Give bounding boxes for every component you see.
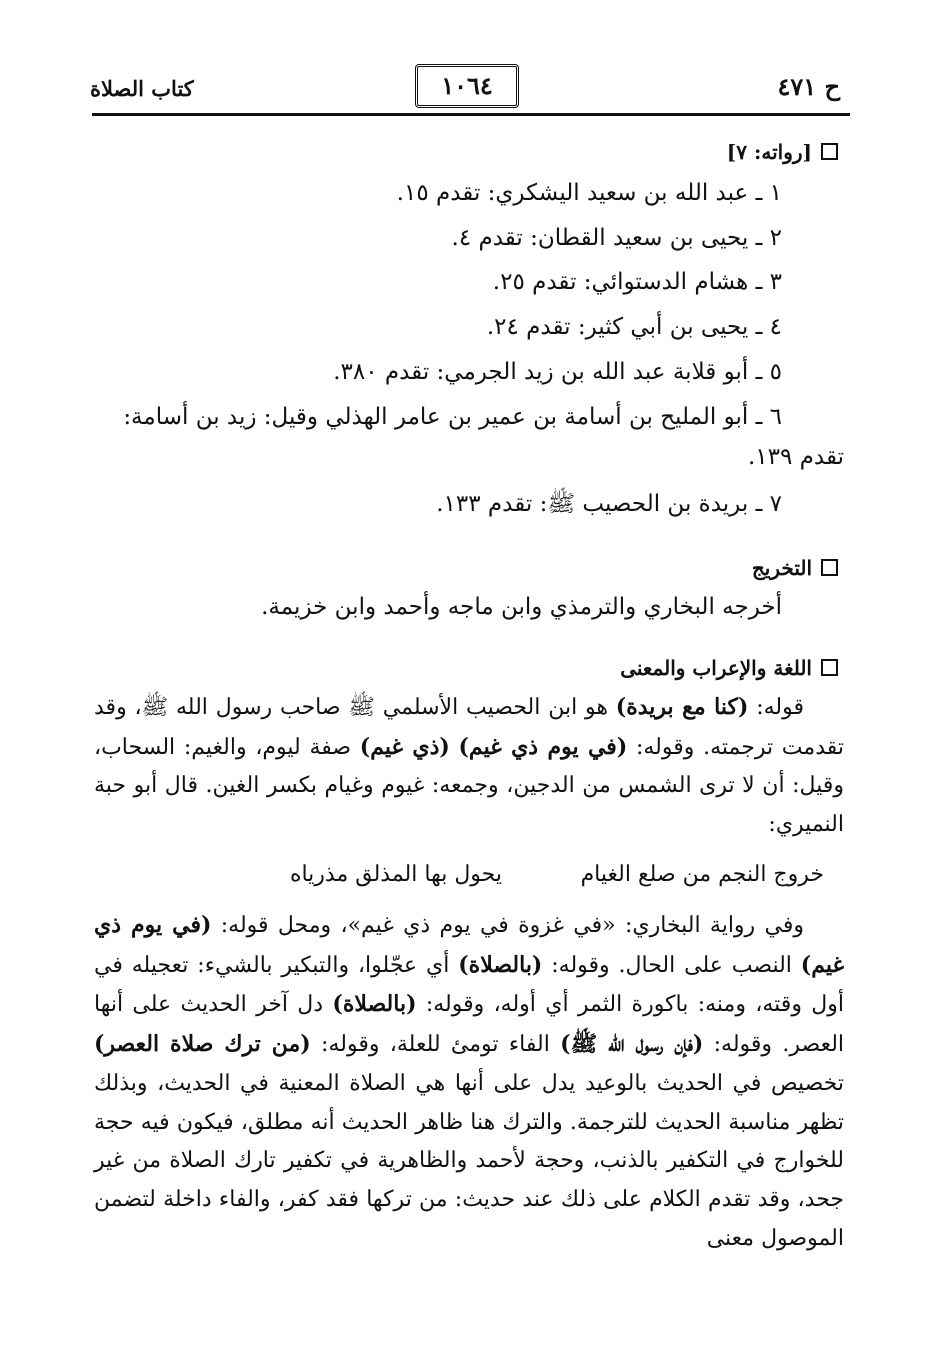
header-divider [92,113,850,116]
square-bullet-icon [821,143,838,160]
narrators-heading: [رواته: ٧] [727,140,838,164]
takhrij-heading: التخريج [752,556,838,580]
square-bullet-icon [821,559,838,576]
commentary-paragraph-1: قوله: (كنا مع بريدة) هو ابن الحصيب الأسلمي ﷺ صاحب رسول الله ﷺ، وقد تقدمت ترجمته. وقوله: (في يوم ذي غيم) (ذي غيم) صفة ليوم، والغيم: السحاب، وقيل: أن لا ترى الشمس من الدجين، وجمعه: غيوم وغيام بكسر الغين. قال أبو حبة النميري: [94,694,844,838]
running-header [80,64,850,112]
takhrij-text: أخرجه البخاري والترمذي وابن ماجه وأحمد وابن خزيمة. [261,594,782,620]
language-heading: اللغة والإعراب والمعنى [620,656,838,680]
square-bullet-icon [821,659,838,676]
narrator-item: ٣ ـ هشام الدستوائي: تقدم ٢٥. [492,269,782,295]
book-title: كتاب الصلاة [90,76,194,101]
hadith-number: ح ٤٧١ [777,72,840,101]
commentary-paragraph-2: وفي رواية البخاري: «في غزوة في يوم ذي غيم»، ومحل قوله: (في يوم ذي غيم) النصب على الحال. وقوله: (بالصلاة) أي عجّلوا، والتبكير بالشيء: تعجيله في أول وقته، ومنه: باكورة الثمر أي أوله، وقوله: (بالصلاة) دل آخر الحديث على أنها العصر. وقوله: (فإن رسول الله ﷺ) الفاء تومئ للعلة، وقوله: (من ترك صلاة العصر) تخصيص في الحديث بالوعيد يدل على أنها هي الصلاة المعنية في الحديث، وبذلك تظهر مناسبة الحديث للترجمة. والترك هنا ظاهر الحديث أنه مطلق، فيكون فيه حجة للخوارج في التكفير بالذنب، وحجة لأحمد والظاهرية في تكفير تارك الصلاة من غير جحد، وقد تقدم الكلام على ذلك عند حديث: من تركها فقد كفر، والفاء داخلة لتضمن الموصول معنى [94,912,845,1251]
poem-hemistich-2: خروج النجم من صلع الغيام [580,862,824,887]
narrator-item: ٢ ـ يحيى بن سعيد القطان: تقدم ٤. [451,225,782,251]
narrator-item: ٤ ـ يحيى بن أبي كثير: تقدم ٢٤. [486,314,782,340]
page-number: ١٠٦٤ [415,64,519,108]
narrator-item: ٥ ـ أبو قلابة عبد الله بن زيد الجرمي: تقدم ٣٨٠. [333,359,782,385]
narrator-item: ٧ ـ بريدة بن الحصيب ﷺ: تقدم ١٣٣. [436,491,782,517]
poem-hemistich-1: يحول بها المذلق مذرياه [289,862,502,887]
narrator-item-continuation: تقدم ١٣٩. [747,444,844,470]
narrator-item: ٦ ـ أبو المليح بن أسامة بن عمير بن عامر الهذلي وقيل: زيد بن أسامة: [123,404,782,430]
narrator-item: ١ ـ عبد الله بن سعيد اليشكري: تقدم ١٥. [396,180,782,206]
